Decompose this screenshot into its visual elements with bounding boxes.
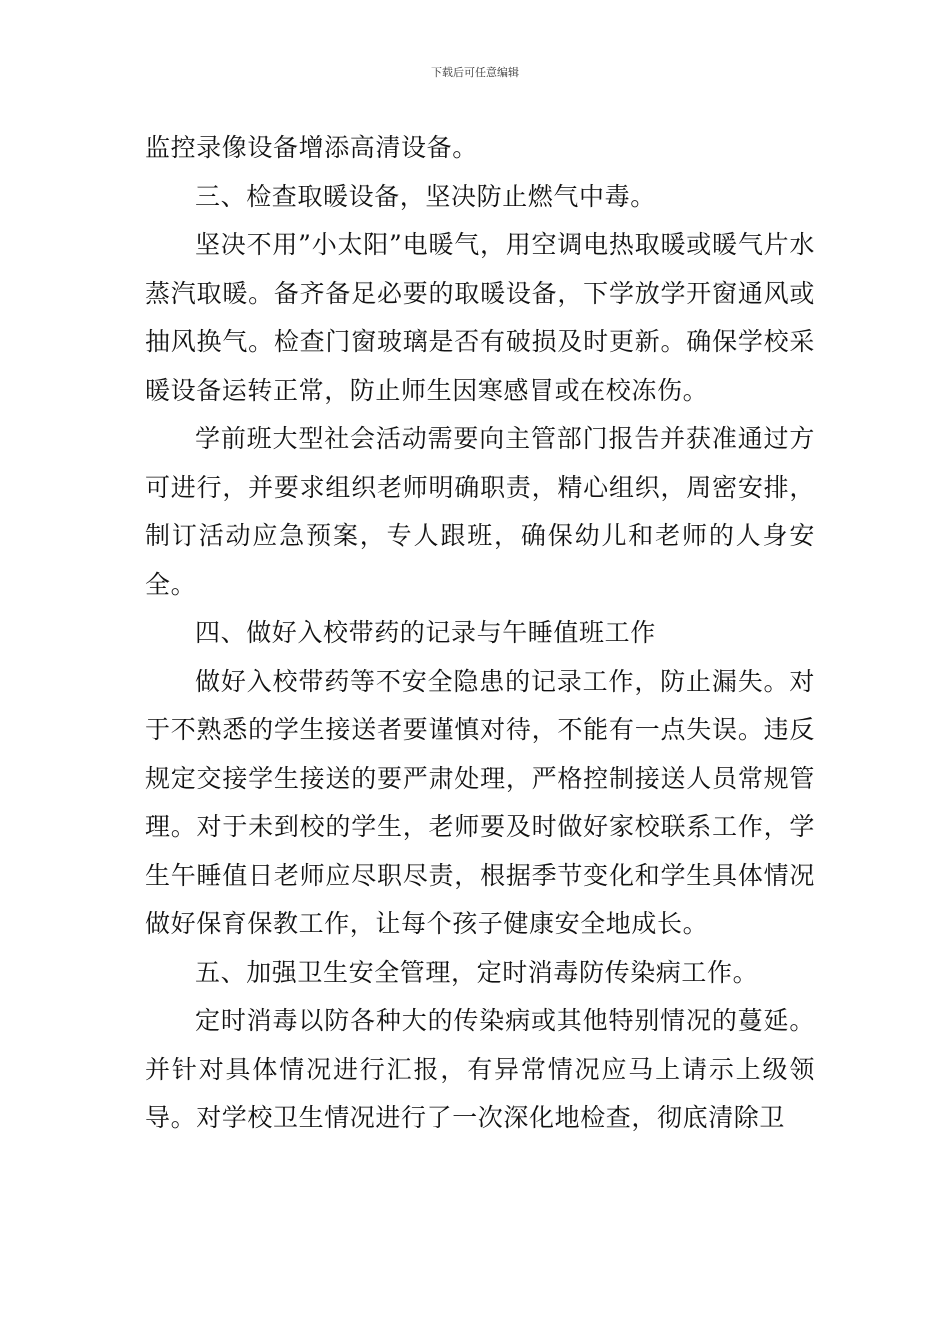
paragraph-medicine-nap: 做好入校带药等不安全隐患的记录工作，防止漏失。对于不熟悉的学生接送者要谨慎对待，不能有一点失误。违反规定交接学生接送的要严肃处理，严格控制接送人员常规管理。对于未到校的学生，老师要及时做好家校联系工作，学生午睡值日老师应尽职尽责，根据季节变化和学生具体情况做好保育保教工作，让每个孩子健康安全地成长。: [145, 666, 815, 938]
section-heading-3: 三、检查取暖设备，坚决防止燃气中毒。: [195, 181, 656, 211]
document-body: [145, 124, 815, 1143]
paragraph-activities: 学前班大型社会活动需要向主管部门报告并获准通过方可进行，并要求组织老师明确职责，精心组织，周密安排，制订活动应急预案，专人跟班，确保幼儿和老师的人身安全。: [145, 424, 815, 599]
page-header-note: 下载后可任意编辑: [431, 66, 519, 79]
section-heading-5: 五、加强卫生安全管理，定时消毒防传染病工作。: [195, 957, 759, 987]
paragraph-continuation: 监控录像设备增添高清设备。: [145, 133, 478, 162]
section-heading-4: 四、做好入校带药的记录与午睡值班工作: [195, 618, 656, 647]
paragraph-heating: 坚决不用”小太阳”电暖气，用空调电热取暖或暖气片水蒸汽取暖。备齐备足必要的取暖设备，下学放学开窗通风或抽风换气。检查门窗玻璃是否有破损及时更新。确保学校采暖设备运转正常，防止师生因寒感冒或在校冻伤。: [145, 230, 815, 405]
paragraph-disinfection: 定时消毒以防各种大的传染病或其他特别情况的蔓延。并针对具体情况进行汇报，有异常情况应马上请示上级领导。对学校卫生情况进行了一次深化地检查，彻底清除卫: [145, 1006, 815, 1132]
